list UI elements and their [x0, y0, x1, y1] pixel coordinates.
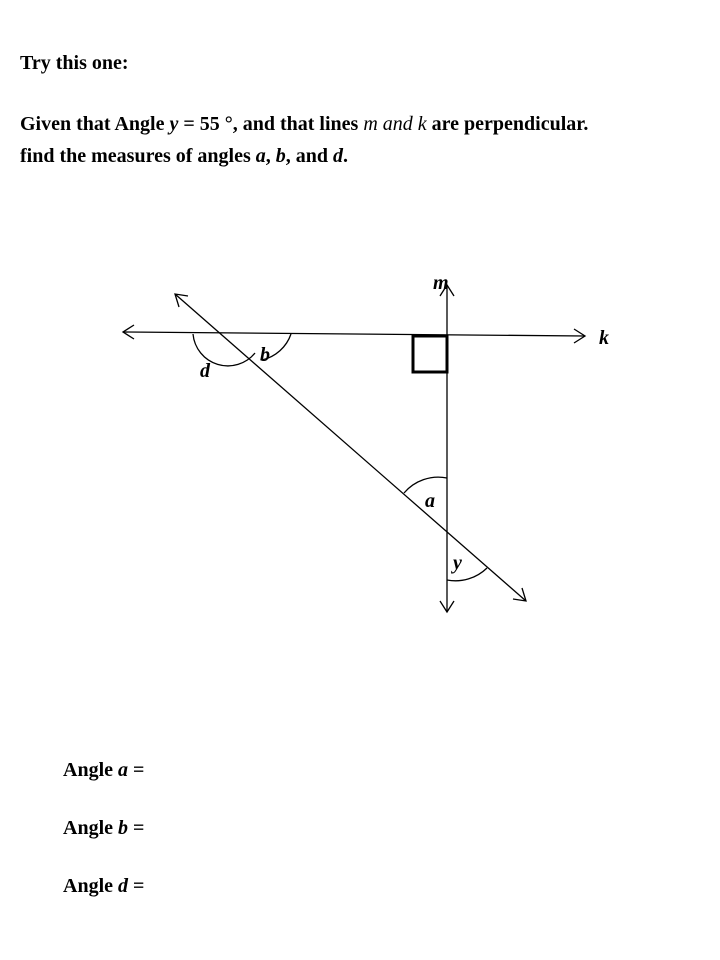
problem-lines-names: m and k [363, 113, 427, 135]
problem-var-d: d [333, 145, 343, 167]
problem-text-2: = 55 °, and that lines [178, 113, 364, 135]
angle-d-label: d [200, 360, 210, 382]
right-angle-marker [413, 336, 447, 372]
answer-var: b [118, 817, 128, 839]
problem-comma: , [265, 145, 276, 167]
answer-var: a [118, 759, 128, 781]
problem-text-3: are perpendicular. [426, 113, 589, 135]
heading: Try this one: [20, 52, 129, 74]
answer-var: d [118, 875, 128, 897]
problem-var-y: y [169, 113, 179, 135]
problem-text-4: find the measures of angles [20, 145, 256, 167]
angle-y-label: y [453, 552, 462, 574]
answer-suffix: = [128, 817, 145, 839]
answer-angle-d [63, 875, 144, 905]
line-m-label: m [433, 272, 449, 294]
answer-prefix: Angle [63, 875, 118, 897]
answer-prefix: Angle [63, 817, 118, 839]
transversal-line [175, 294, 526, 601]
problem-var-a: a [255, 145, 266, 167]
answer-prefix: Angle [63, 759, 118, 781]
angle-b-label: b [260, 344, 270, 366]
line-k [123, 332, 585, 336]
line-k-label: k [599, 327, 609, 349]
problem-var-b: b [275, 145, 286, 167]
answer-list [63, 759, 144, 933]
problem-period: . [343, 145, 348, 167]
answer-suffix: = [128, 875, 145, 897]
problem-text-5: , and [285, 145, 333, 167]
answer-suffix: = [128, 759, 145, 781]
answer-angle-a [63, 759, 144, 789]
problem-text-1: Given that Angle [20, 113, 170, 135]
angle-a-label: a [425, 490, 435, 512]
answer-angle-b [63, 817, 144, 847]
